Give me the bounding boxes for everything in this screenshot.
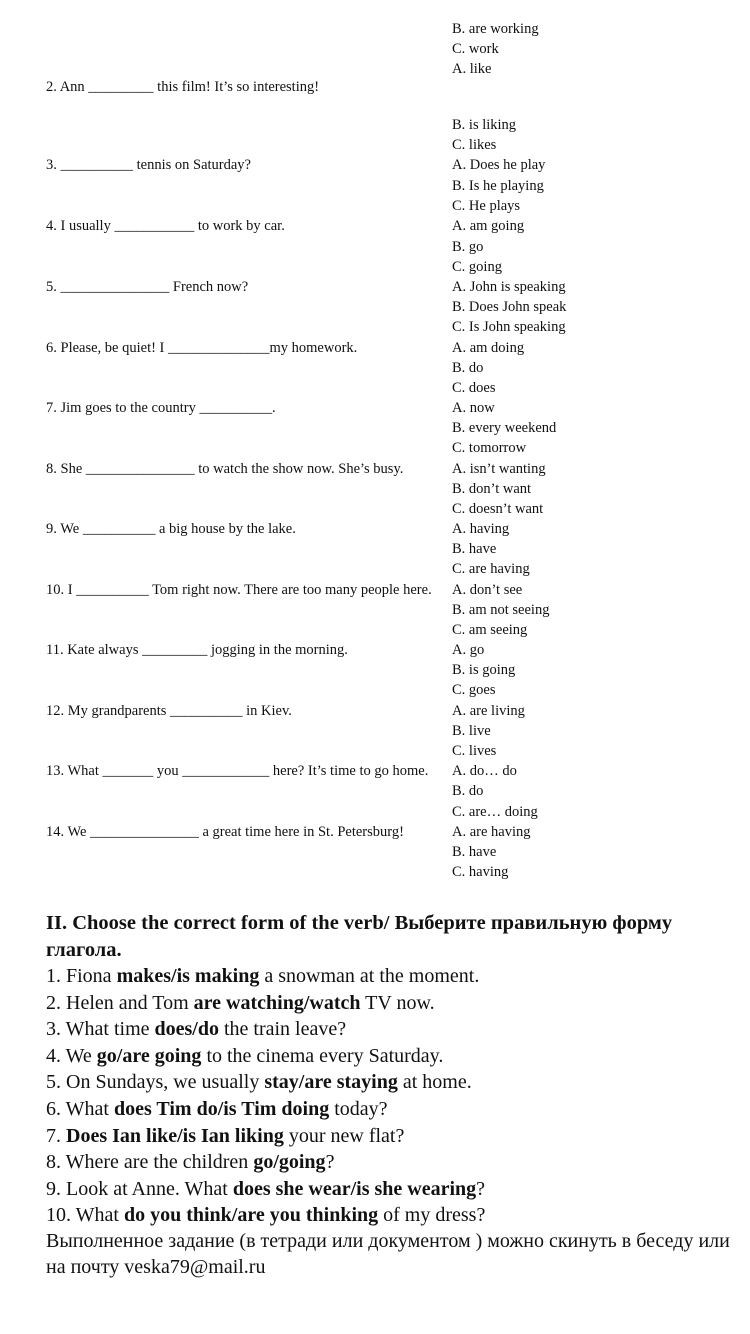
answer-option: B. is going (452, 662, 516, 678)
answer-option: C. He plays (452, 198, 521, 214)
exercise-lead: 1. Fiona (46, 965, 117, 987)
answer-option: A. having (452, 521, 510, 537)
exercise-tail: today? (329, 1098, 388, 1120)
verb-choice: does Tim do/is Tim doing (113, 1098, 330, 1120)
answer-option: A. Does he play (452, 157, 546, 173)
answer-option: A. like (452, 61, 492, 77)
exercise-lead: 5. On Sundays, we usually (46, 1071, 265, 1093)
exercise-lead: 7. (46, 1125, 66, 1147)
exercise-sentence (46, 1176, 485, 1202)
answer-option: A. don’t see (452, 582, 523, 598)
exercise-tail: to the cinema every Saturday. (201, 1045, 444, 1067)
answer-option: A. go (452, 642, 485, 658)
answer-option: B. have (452, 844, 497, 860)
exercise-sentence (46, 990, 435, 1016)
answer-option: C. doesn’t want (452, 501, 544, 517)
answer-option: C. lives (452, 743, 497, 759)
exercise-tail: your new flat? (283, 1125, 405, 1147)
exercise-lead: 3. What time (46, 1018, 155, 1040)
exercise-sentence (46, 1149, 334, 1175)
answer-option: B. do (452, 360, 484, 376)
verb-choice: are watching/watch (193, 992, 361, 1014)
answer-option: B. am not seeing (452, 602, 550, 618)
exercise-sentence (46, 963, 479, 989)
verb-choice: Does Ian like/is Ian liking (66, 1125, 284, 1147)
answer-option: A. are having (452, 824, 531, 840)
question-text: 2. Ann _________ this film! It’s so interesting! (46, 79, 320, 95)
exercise-sentence (46, 1043, 443, 1069)
answer-option: A. now (452, 400, 495, 416)
exercise-sentence (46, 1069, 472, 1095)
answer-option: C. are having (452, 561, 530, 577)
question-text: 4. I usually ___________ to work by car. (46, 218, 285, 234)
answer-option: C. likes (452, 137, 497, 153)
answer-option: C. goes (452, 682, 496, 698)
question-text: 14. We _______________ a great time here in St. Petersburg! (46, 824, 404, 840)
exercise-sentence (46, 1123, 404, 1149)
answer-option: C. going (452, 259, 502, 275)
question-text: 8. She _______________ to watch the show now. She’s busy. (46, 461, 404, 477)
question-text: 6. Please, be quiet! I ______________my homework. (46, 340, 358, 356)
verb-choice: go/are going (96, 1045, 202, 1067)
exercise-sentence (46, 1016, 346, 1042)
question-text: 3. __________ tennis on Saturday? (46, 157, 251, 173)
question-text: 9. We __________ a big house by the lake. (46, 521, 296, 537)
question-text: 10. I __________ Tom right now. There are too many people here. (46, 582, 432, 598)
answer-option: B. go (452, 239, 484, 255)
answer-option: B. don’t want (452, 481, 532, 497)
exercise-lead: 8. Where are the children (46, 1151, 254, 1173)
verb-choice: does/do (154, 1018, 219, 1040)
answer-option: B. Does John speak (452, 299, 567, 315)
question-text: 5. _______________ French now? (46, 279, 249, 295)
answer-option: B. live (452, 723, 491, 739)
exercise-tail: TV now. (360, 992, 435, 1014)
exercise-tail: of my dress? (378, 1204, 486, 1226)
exercise-tail: the train leave? (218, 1018, 347, 1040)
exercise-lead: 6. What (46, 1098, 114, 1120)
exercise-lead: 10. What (46, 1204, 124, 1226)
answer-option: B. do (452, 783, 484, 799)
answer-option: C. having (452, 864, 509, 880)
exercise-lead: 9. Look at Anne. What (46, 1178, 233, 1200)
exercise-tail: ? (476, 1178, 486, 1200)
answer-option: A. am going (452, 218, 525, 234)
answer-option: B. have (452, 541, 497, 557)
verb-choice: makes/is making (116, 965, 260, 987)
answer-option: C. tomorrow (452, 440, 527, 456)
answer-option: C. are… doing (452, 804, 538, 820)
exercise-tail: at home. (397, 1071, 472, 1093)
section-2-title: II. Choose the correct form of the verb/ Выберите правильную форму глагола. (46, 912, 673, 961)
verb-choice: does she wear/is she wearing (232, 1178, 477, 1200)
answer-option: A. do… do (452, 763, 517, 779)
answer-option: C. does (452, 380, 496, 396)
question-text: 11. Kate always _________ jogging in the morning. (46, 642, 348, 658)
question-text: 13. What _______ you ____________ here? It’s time to go home. (46, 763, 429, 779)
answer-option: A. John is speaking (452, 279, 566, 295)
answer-option: B. are working (452, 21, 539, 37)
answer-option: B. is liking (452, 117, 517, 133)
exercise-tail: ? (325, 1151, 335, 1173)
question-text: 7. Jim goes to the country __________. (46, 400, 276, 416)
answer-option: B. Is he playing (452, 178, 544, 194)
exercise-lead: 4. We (46, 1045, 97, 1067)
answer-option: A. am doing (452, 340, 525, 356)
verb-choice: stay/are staying (264, 1071, 398, 1093)
answer-option: A. isn’t wanting (452, 461, 546, 477)
question-text: 12. My grandparents __________ in Kiev. (46, 703, 292, 719)
exercise-sentence (46, 1096, 388, 1122)
answer-option: A. are living (452, 703, 525, 719)
verb-choice: go/going (253, 1151, 326, 1173)
exercise-lead: 2. Helen and Tom (46, 992, 194, 1014)
exercise-sentence (46, 1202, 485, 1228)
submission-note: Выполненное задание (в тетради или документом ) можно скинуть в беседу или на почту veska79@mail.ru (46, 1230, 730, 1278)
answer-option: C. Is John speaking (452, 319, 566, 335)
verb-choice: do you think/are you thinking (123, 1204, 379, 1226)
exercise-tail: a snowman at the moment. (259, 965, 480, 987)
answer-option: C. am seeing (452, 622, 528, 638)
answer-option: B. every weekend (452, 420, 557, 436)
answer-option: C. work (452, 41, 499, 57)
